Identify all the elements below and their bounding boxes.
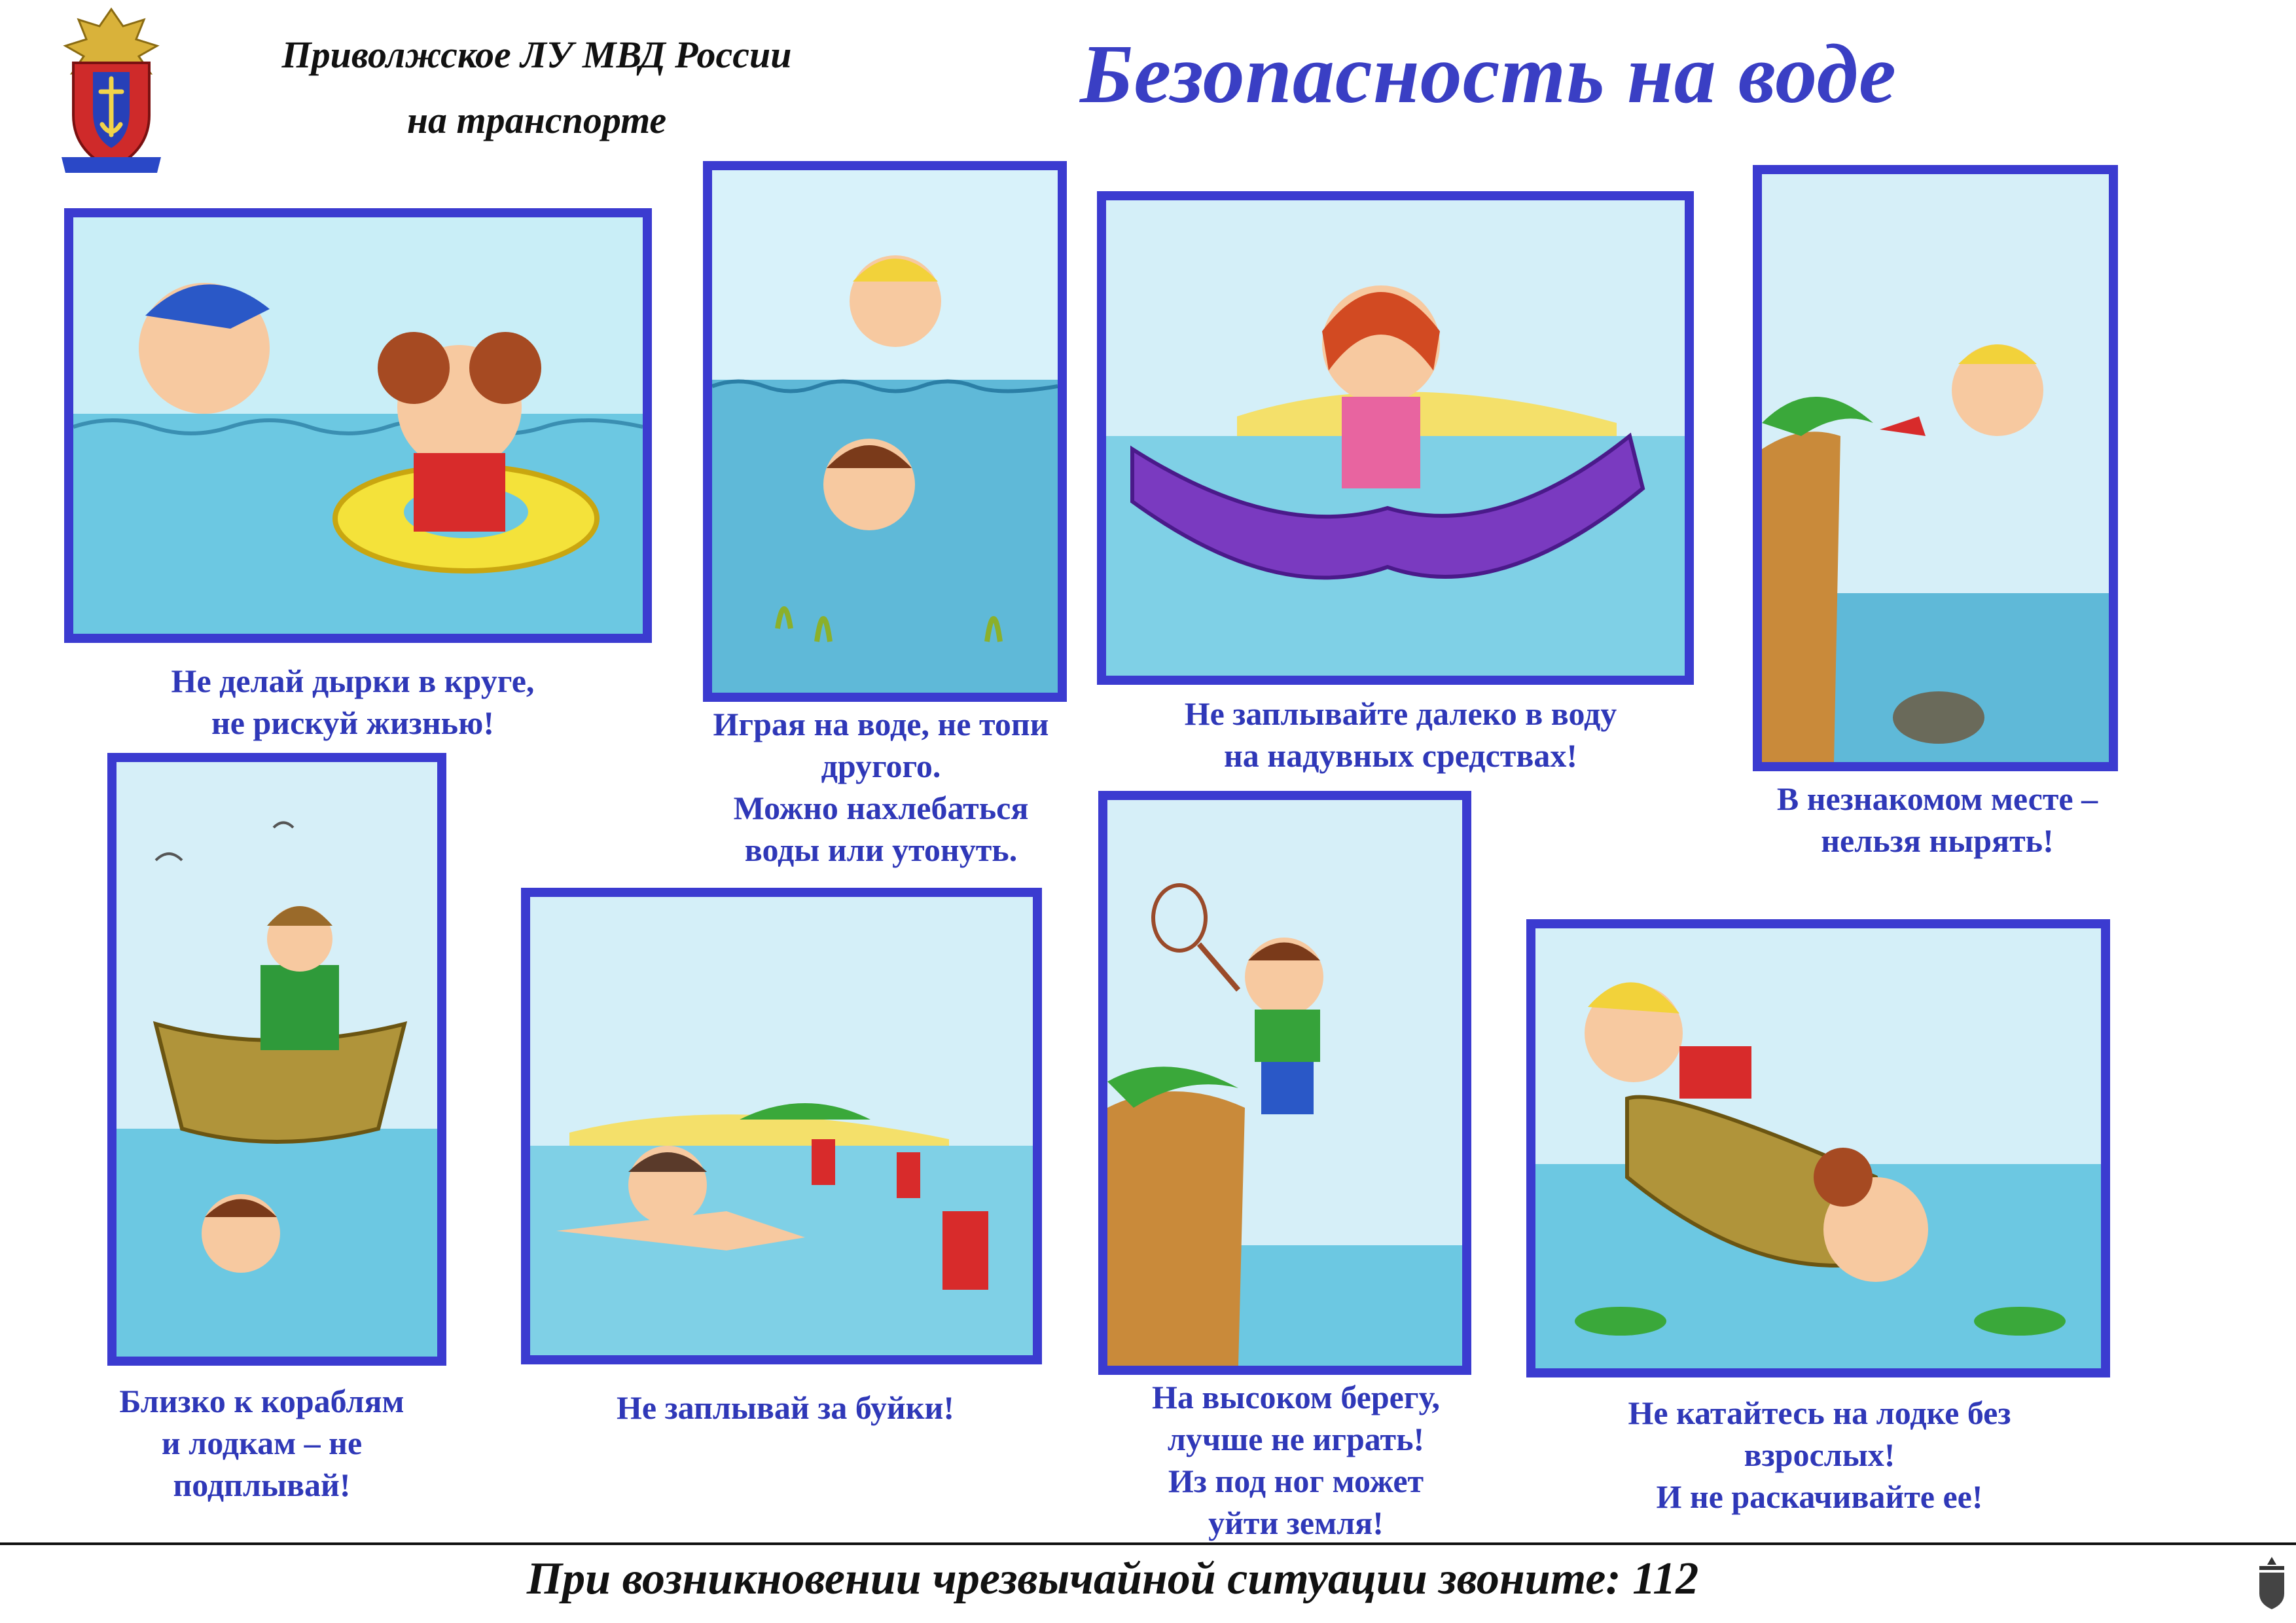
caption-lifebuoy — [68, 660, 637, 744]
caption-line: Не катайтесь на лодке без — [1628, 1395, 2011, 1431]
caption-line: В незнакомом месте – — [1776, 780, 2098, 817]
illustration-rocking — [1526, 919, 2110, 1377]
caption-dunking — [652, 703, 1110, 871]
footer-divider — [0, 1542, 2296, 1545]
caption-line: не рискуй жизнью! — [211, 704, 494, 741]
caption-line: другого. — [821, 748, 941, 784]
illustration-lifebuoy — [64, 208, 652, 643]
caption-line: воды или утонуть. — [744, 831, 1018, 868]
police-emblem — [52, 0, 170, 180]
caption-diving — [1715, 778, 2160, 862]
illustration-diving — [1753, 165, 2118, 771]
caption-line: Не заплывайте далеко в воду — [1184, 695, 1617, 732]
caption-line: взрослых! — [1744, 1436, 1895, 1473]
caption-line: лучше не играть! — [1167, 1421, 1425, 1457]
caption-line: На высоком берегу, — [1151, 1379, 1441, 1415]
caption-line: Близко к кораблям — [119, 1383, 404, 1419]
caption-bank — [1073, 1376, 1518, 1544]
caption-rocking — [1518, 1392, 2121, 1518]
caption-inflatable — [1086, 693, 1715, 776]
caption-line: Можно нахлебаться — [733, 790, 1029, 826]
caption-line: И не раскачивайте ее! — [1656, 1478, 1983, 1515]
caption-line: на надувных средствах! — [1224, 737, 1577, 774]
caption-line: подплывай! — [173, 1467, 351, 1503]
organization-name: Приволжское ЛУ МВД России — [281, 33, 792, 76]
caption-line: нельзя нырять! — [1821, 822, 2054, 859]
caption-line: уйти земля! — [1208, 1504, 1384, 1541]
caption-line: Играя на воде, не топи — [713, 706, 1049, 742]
emergency-notice: При возникновении чрезвычайной ситуации звоните: 112 — [526, 1554, 1699, 1604]
crest-icon — [2255, 1556, 2288, 1611]
illustration-buoys — [521, 888, 1042, 1364]
caption-line: и лодкам – не — [161, 1425, 363, 1461]
caption-line: Не заплывай за буйки! — [617, 1389, 954, 1426]
page-title: Безопасность на воде — [1080, 27, 1897, 120]
illustration-bank — [1098, 791, 1471, 1375]
illustration-boats — [107, 753, 446, 1366]
illustration-dunking — [703, 161, 1067, 702]
caption-boats — [65, 1380, 458, 1506]
illustration-inflatable — [1097, 191, 1694, 685]
caption-line: Из под ног может — [1168, 1463, 1424, 1499]
caption-line: Не делай дырки в круге, — [171, 663, 535, 699]
organization-subtitle: на транспорте — [406, 99, 667, 141]
caption-buoys — [517, 1387, 1054, 1429]
